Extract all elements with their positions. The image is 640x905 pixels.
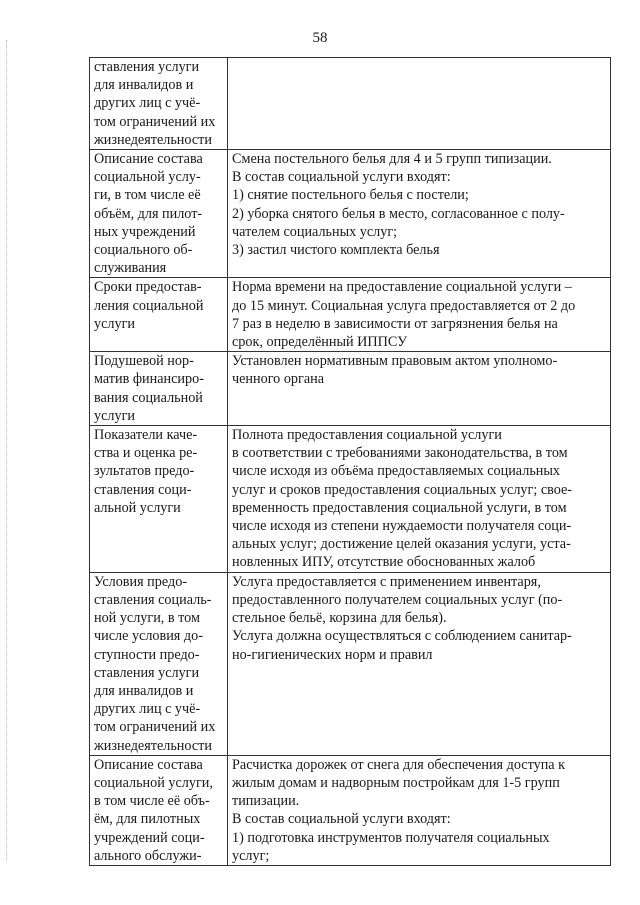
table-row — [90, 58, 611, 150]
row-content-cell — [228, 426, 611, 573]
row-content-line: В состав социальной услуги входят: — [232, 169, 451, 186]
scan-margin-dots — [6, 40, 8, 860]
row-content-cell — [228, 755, 611, 865]
row-label-line: в том числе её объ- — [94, 793, 210, 810]
row-label-line: Показатели каче- — [94, 427, 198, 444]
row-label-line: жизнедеятельности — [94, 737, 212, 754]
row-content-line: Услуга предоставляется с применением инвентаря, — [232, 573, 541, 590]
row-content-line: услуг; — [232, 847, 270, 864]
row-label-cell — [90, 755, 228, 865]
row-content-line: 1) снятие постельного белья с постели; — [232, 187, 469, 204]
row-content-line: типизации. — [232, 793, 300, 810]
row-content-cell — [228, 352, 611, 426]
row-content-cell — [228, 58, 611, 150]
row-content-line: 2) уборка снятого белья в место, согласованное с полу- — [232, 205, 565, 222]
row-label-line: социальной услу- — [94, 169, 201, 186]
row-content-line: Норма времени на предоставление социальной услуги – — [232, 279, 572, 296]
row-content-line: 3) застил чистого комплекта белья — [232, 242, 440, 259]
row-content-line: до 15 минут. Социальная услуга предоставляется от 2 до — [232, 297, 576, 314]
row-label-line: Условия предо- — [94, 573, 188, 590]
row-label-cell — [90, 150, 228, 278]
row-content-line: В состав социальной услуги входят: — [232, 811, 451, 828]
row-label-line: числе условия до- — [94, 628, 203, 645]
row-content-line: новленных ИПУ, отсутствие обоснованных жалоб — [232, 554, 536, 571]
row-label-line: вания социальной — [94, 389, 203, 406]
row-content-line: альных услуг; достижение целей оказания услуги, уста- — [232, 536, 571, 553]
row-label-line: Подушевой нор- — [94, 353, 194, 370]
row-label-line: социального об- — [94, 242, 193, 259]
service-table — [89, 57, 611, 866]
service-table-body — [90, 58, 611, 866]
row-label-line: ём, для пилотных — [94, 811, 201, 828]
row-label-line: том ограничений их — [94, 113, 216, 130]
row-label-line: учреждений соци- — [94, 829, 205, 846]
row-label-line: служивания — [94, 260, 167, 277]
row-content-line: предоставленного получателем социальных услуг (по- — [232, 591, 563, 608]
table-row — [90, 426, 611, 573]
row-label-line: для инвалидов и — [94, 682, 194, 699]
row-label-line: объём, для пилот- — [94, 205, 203, 222]
row-label-line: ставления социаль- — [94, 591, 212, 608]
row-content-line: чателем социальных услуг; — [232, 223, 398, 240]
row-content-line: ченного органа — [232, 371, 325, 388]
row-label-line: альной услуги — [94, 499, 181, 516]
row-label-line: ления социальной — [94, 297, 204, 314]
table-row — [90, 150, 611, 278]
table-row — [90, 572, 611, 755]
row-label-cell — [90, 278, 228, 352]
row-content-line: срок, определённый ИППСУ — [232, 334, 408, 351]
row-content-line: 7 раз в неделю в зависимости от загрязнения белья на — [232, 315, 558, 332]
row-label-line: жизнедеятельности — [94, 131, 212, 148]
row-content-line: стельное бельё, корзина для белья). — [232, 610, 447, 627]
row-content-line: в соответствии с требованиями законодательства, в том — [232, 445, 568, 462]
row-content-line: жилым домам и надворным постройкам для 1-5 групп — [232, 774, 560, 791]
row-content-cell — [228, 572, 611, 755]
row-content-line: числе исходя из степени нуждаемости получателя соци- — [232, 518, 572, 535]
row-content-line: услуг и сроков предоставления социальных услуг; свое- — [232, 481, 573, 498]
row-content-line: Смена постельного белья для 4 и 5 групп типизации. — [232, 151, 552, 168]
row-content-cell — [228, 278, 611, 352]
row-label-line: других лиц с учё- — [94, 95, 201, 112]
row-label-line: ступности предо- — [94, 646, 200, 663]
row-label-line: ной услуги, в том — [94, 610, 200, 627]
row-label-cell — [90, 426, 228, 573]
row-label-line: ального обслужи- — [94, 847, 202, 864]
row-label-line: матив финансиро- — [94, 371, 204, 388]
row-label-line: социальной услуги, — [94, 774, 213, 791]
row-label-line: Сроки предостав- — [94, 279, 202, 296]
row-label-line: услуги — [94, 407, 135, 424]
row-label-cell — [90, 58, 228, 150]
row-label-line: ных учреждений — [94, 223, 196, 240]
row-content-line: Установлен нормативным правовым актом уполномо- — [232, 353, 558, 370]
table-row — [90, 352, 611, 426]
page-number: 58 — [312, 30, 328, 46]
row-label-line: том ограничений их — [94, 719, 216, 736]
row-label-line: Описание состава — [94, 151, 203, 168]
row-label-line: Описание состава — [94, 756, 203, 773]
row-label-line: ставления соци- — [94, 481, 192, 498]
row-content-line: Расчистка дорожек от снега для обеспечения доступа к — [232, 756, 566, 773]
row-label-line: ставления услуги — [94, 664, 200, 681]
row-label-line: ставления услуги — [94, 59, 200, 75]
row-content-cell — [228, 150, 611, 278]
table-row — [90, 278, 611, 352]
table-row — [90, 755, 611, 865]
row-content-line: Услуга должна осуществляться с соблюдением санитар- — [232, 628, 572, 645]
row-label-line: ги, в том числе её — [94, 187, 201, 204]
row-content-line: но-гигиенических норм и правил — [232, 646, 433, 663]
row-label-line: для инвалидов и — [94, 77, 194, 94]
row-content-line: временность предоставления социальной услуги, в том — [232, 499, 567, 516]
row-label-line: других лиц с учё- — [94, 701, 201, 718]
row-label-line: ства и оценка ре- — [94, 445, 198, 462]
row-label-cell — [90, 572, 228, 755]
row-label-line: зультатов предо- — [94, 463, 195, 480]
row-content-line: Полнота предоставления социальной услуги — [232, 427, 502, 444]
row-label-line: услуги — [94, 315, 135, 332]
row-content-line: числе исходя из объёма предоставляемых социальных — [232, 463, 561, 480]
row-label-cell — [90, 352, 228, 426]
row-content-line: 1) подготовка инструментов получателя социальных — [232, 829, 550, 846]
